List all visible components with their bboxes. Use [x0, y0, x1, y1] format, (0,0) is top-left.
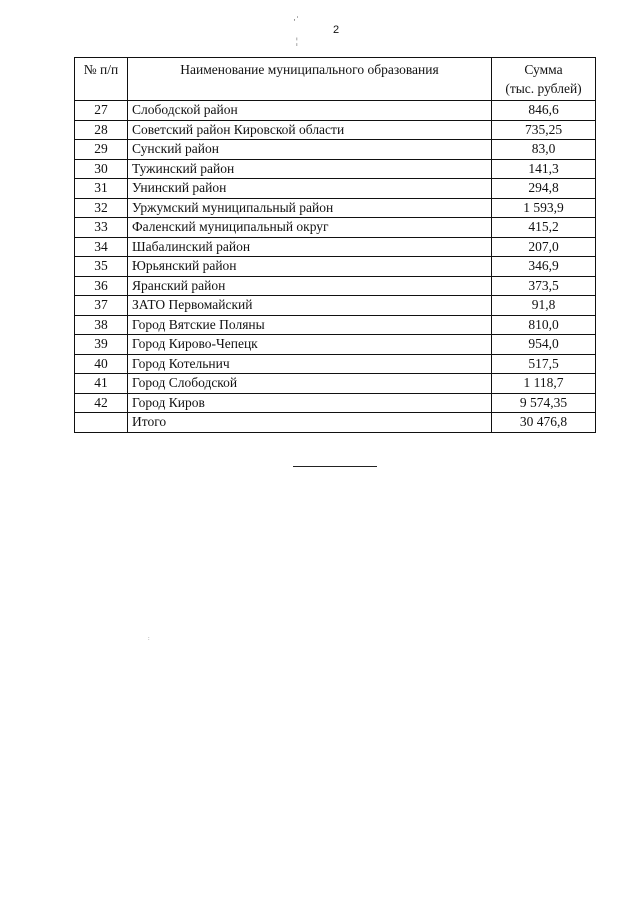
row-number-cell: 34 [75, 237, 128, 257]
header-row [75, 58, 596, 101]
row-number-cell: 38 [75, 315, 128, 335]
row-number-cell: 32 [75, 198, 128, 218]
table-header [75, 58, 596, 101]
scan-speck: ¦ [296, 36, 298, 46]
row-name-cell: Слободской район [128, 101, 492, 121]
row-name-cell: Город Кирово-Чепецк [128, 335, 492, 355]
table-footer [75, 413, 596, 433]
table-body [75, 101, 596, 413]
scan-speck: ·˙ [293, 15, 299, 25]
page-number: 2 [332, 24, 340, 36]
row-number-cell: 37 [75, 296, 128, 316]
row-sum-cell: 735,25 [492, 120, 596, 140]
row-number-cell: 36 [75, 276, 128, 296]
row-sum-cell: 141,3 [492, 159, 596, 179]
table-row [75, 218, 596, 238]
row-name-cell: Фаленский муниципальный округ [128, 218, 492, 238]
row-name-cell: Тужинский район [128, 159, 492, 179]
row-number-cell: 29 [75, 140, 128, 160]
row-sum-cell: 91,8 [492, 296, 596, 316]
row-sum-cell: 1 118,7 [492, 374, 596, 394]
total-number-cell [75, 413, 128, 433]
end-separator-line [293, 466, 377, 467]
row-sum-cell: 9 574,35 [492, 393, 596, 413]
row-number-cell: 41 [75, 374, 128, 394]
table-row [75, 179, 596, 199]
row-number-cell: 33 [75, 218, 128, 238]
header-sum-line1: Сумма [524, 62, 563, 77]
header-sum [492, 58, 596, 101]
row-name-cell: Советский район Кировской области [128, 120, 492, 140]
row-sum-cell: 954,0 [492, 335, 596, 355]
row-name-cell: Город Вятские Поляны [128, 315, 492, 335]
table-row [75, 237, 596, 257]
header-number: № п/п [75, 58, 128, 101]
row-name-cell: ЗАТО Первомайский [128, 296, 492, 316]
table-row [75, 198, 596, 218]
scan-speck: : [148, 636, 150, 642]
row-sum-cell: 83,0 [492, 140, 596, 160]
row-sum-cell: 846,6 [492, 101, 596, 121]
row-number-cell: 40 [75, 354, 128, 374]
total-row [75, 413, 596, 433]
row-name-cell: Шабалинский район [128, 237, 492, 257]
row-number-cell: 39 [75, 335, 128, 355]
row-sum-cell: 346,9 [492, 257, 596, 277]
total-label-cell: Итого [128, 413, 492, 433]
table-row [75, 101, 596, 121]
row-sum-cell: 207,0 [492, 237, 596, 257]
row-sum-cell: 810,0 [492, 315, 596, 335]
row-name-cell: Город Киров [128, 393, 492, 413]
table-row [75, 120, 596, 140]
row-sum-cell: 415,2 [492, 218, 596, 238]
row-name-cell: Город Слободской [128, 374, 492, 394]
row-name-cell: Юрьянский район [128, 257, 492, 277]
row-name-cell: Уржумский муниципальный район [128, 198, 492, 218]
header-name: Наименование муниципального образования [128, 58, 492, 101]
row-sum-cell: 373,5 [492, 276, 596, 296]
table-row [75, 315, 596, 335]
total-sum-cell: 30 476,8 [492, 413, 596, 433]
row-number-cell: 28 [75, 120, 128, 140]
row-name-cell: Сунский район [128, 140, 492, 160]
row-number-cell: 30 [75, 159, 128, 179]
row-name-cell: Унинский район [128, 179, 492, 199]
table-row [75, 335, 596, 355]
table-row [75, 393, 596, 413]
table-row [75, 159, 596, 179]
row-sum-cell: 294,8 [492, 179, 596, 199]
row-sum-cell: 517,5 [492, 354, 596, 374]
table-row [75, 374, 596, 394]
table-row [75, 257, 596, 277]
municipal-sums-table [74, 57, 596, 433]
table-row [75, 140, 596, 160]
row-number-cell: 42 [75, 393, 128, 413]
row-name-cell: Яранский район [128, 276, 492, 296]
table-row [75, 296, 596, 316]
table-row [75, 276, 596, 296]
header-sum-line2: (тыс. рублей) [505, 81, 582, 96]
row-number-cell: 35 [75, 257, 128, 277]
table-row [75, 354, 596, 374]
row-number-cell: 27 [75, 101, 128, 121]
row-number-cell: 31 [75, 179, 128, 199]
row-sum-cell: 1 593,9 [492, 198, 596, 218]
row-name-cell: Город Котельнич [128, 354, 492, 374]
